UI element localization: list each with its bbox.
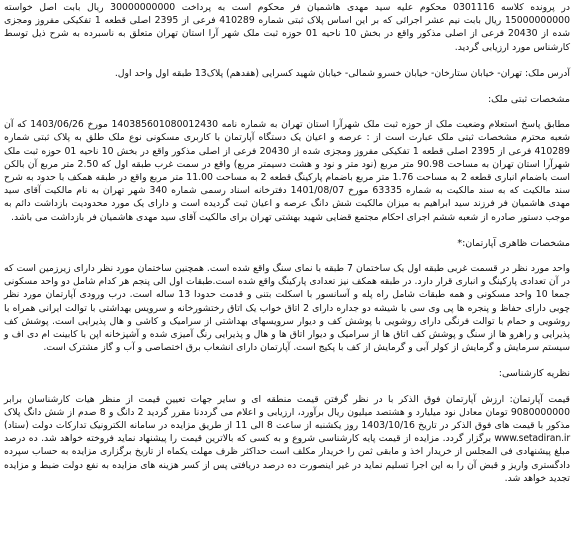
intro-paragraph: در پرونده کلاسه 0301116 محکوم علیه سید مهدی هاشمیان فر محکوم است به پرداخت 30000000000 ریال بابت اصل خواسته 15000000000 ریال بابت نیم عشر اجرائی که بر این اساس پلاک ثبتی شماره 410289 فرعی از 2395 اصلی قطعه 1 تفکیکی مفروز ومجزی شده از 20430 فرعی از اصلی مذکور واقع در بخش 10 ناحیه 01 حوزه ثبت ملک شهر آرا استان تهران متعلق به ناسبرده به شرح ذیل توسط کارشناس مورد ارزیابی گردید. <box>4 2 571 53</box>
expert-paragraph: قیمت آپارتمان: ارزش آپارتمان فوق الذکر با در نظر گرفتن قیمت منطقه ای و سایر جهات تعیین قیمت از منظر هیات کارشناسان برابر 9080000000 تومان معادل نود میلیارد و هشتصد میلیون ریال برآورد، ارزیابی و اعلام می گرددنا مقرر گردید 2 دانگ و 8 صدم از شش دانگ پلاک مذکور با قیمت های فوق الذکر در تاریخ 1403/10/16 روز یکشنبه از ساعت 8 الی 11 از طریق مزایده در سامانه الکترونیک تدارکات دولت (ستاد) www.setadiran.ir برگزار گردد. مزایده از قیمت پایه کارشناسی شروع و به کسی که بالاترین قیمت را پیشنهاد نماید فروخته خواهد شد. ده درصد مبلغ پیشنهادی فی المجلس از خریدار اخذ و مابقی ثمن را خریدار مکلف است حداکثر ظرف مهلت یکماه از تاریخ برگزاری مزایده به حساب سپرده دادگستری واریز و قبض آن را به این اجرا تسلیم نماید در غیر اینصورت ده درصد دریافتی پس از کسر هزینه های مزایده به نفع دولت ضبط و مزایده تجدید خواهد شد. <box>4 393 571 484</box>
spacer <box>4 224 570 237</box>
property-address: آدرس ملک: تهران- خیابان ستارخان- خیابان خسرو شمالی- خیابان شهید کسرایی (هفدهم) پلاک13 طبقه اول واحد اول. <box>114 67 570 79</box>
expert-heading: نظریه کارشناسی: <box>498 368 570 380</box>
spacer <box>4 80 570 93</box>
registry-heading: مشخصات ثبتی ملک: <box>487 94 570 106</box>
registry-paragraph: مطابق پاسخ استعلام وضعیت ملک از حوزه ثبت ملک شهرآرا استان تهران به شماره نامه 140385601080012430 مورخ 1403/06/26 که آن شعبه محترم مشخصات ثبتی ملک عبارت است از : عرصه و اعیان یک دستگاه آپارتمان با کاربری مسکونی نوع ملک طلق به پلاک ثبتی شماره 410289 فرعی از 2395 اصلی قطعه 1 تفکیکی مفروز ومجزی شده از 20430 فرعی از اصلی مذکور واقع در بخش 10 ناحیه 01 حوزه ثبت ملک شهرآرا استان تهران به مساحت 90.98 متر مربع (نود متر و نود و هشت دسیمتر مربع) واقع در سمت غرب طبقه اول که 2.50 متر مربع آن بالکن است باضمام انباری قطعه 2 به مساحت 1.76 متر مربع باضمام پارکینگ قطعه 2 به مساحت 11.00 متر مربع واقع در طبقه همکف با حدود به شرح سند مالکیت که به سند مالکیت به شماره 63335 مورخ 1401/08/07 دفترخانه اسناد رسمی شماره 340 شهر تهران به نام مالکیت آقای سید مهدی هاشمیان فر فرزند سید ابراهیم به میزان مالکیت شش دانگ عرصه و اعیان ثبت گردیده است و دارای یک مورد محدودیت بازداشت دائم به موجب دستور صادره از شعبه ششم اجرای احکام مجتمع قضایی شهید بهشتی تهران برای مالکیت آقای سید مهدی هاشمیان فر بازداشت می باشد. <box>4 119 571 223</box>
appearance-heading: مشخصات ظاهری آپارتمان:* <box>457 237 570 249</box>
spacer <box>4 381 570 393</box>
spacer <box>4 54 570 67</box>
appearance-paragraph: واحد مورد نظر در قسمت غربی طبقه اول یک ساختمان 7 طبقه با نمای سنگ واقع شده است. همچنین ساختمان مورد نظر دارای زیرزمین است که در آن تعدادی پارکینگ و انباری قرار دارد. در طبقه همکف نیز تعدادی پارکینگ واقع شده است.طبقات اول الی پنجم هر کدام شامل دو واحد مسکونی جمعا 10 واحد مسکونی و همه طبقات شامل راه پله و آسانسور با اسکلت بتنی و قدمت حدودا 13 ساله است. درب ورودی آپارتمان مورد نظر چوبی دارای حفاظ و پنجره ها پی وی سی با شیشه دو جداره دارای 2 اتاق خواب یک اتاق رختشورخانه و سرویس بهداشتی با توالت ایرانی همراه با روشویی و حمام با توالت فرنگی دارای روشویی با پوشش کف و دیوار سرویسهای بهداشتی از سرامیک و کاشی و هال پذیرایی است. پوشش کف پذیرایی و راهرو ها از سنگ و پوشش کف اتاق ها از سرامیک و دیوار اتاق ها و هال و پذیرایی رنگ آمیزی شده و آشپزخانه اپن با کابینت ام دی اف و سیستم سرمایش و گرمایش از کولر آبی و گرمایش از کف با پکیج است. آپارتمان دارای انشعاب برق اختصاصی و آب و گاز مشترک است. <box>4 263 570 354</box>
spacer <box>4 250 570 262</box>
spacer <box>4 354 570 367</box>
spacer <box>4 106 570 118</box>
